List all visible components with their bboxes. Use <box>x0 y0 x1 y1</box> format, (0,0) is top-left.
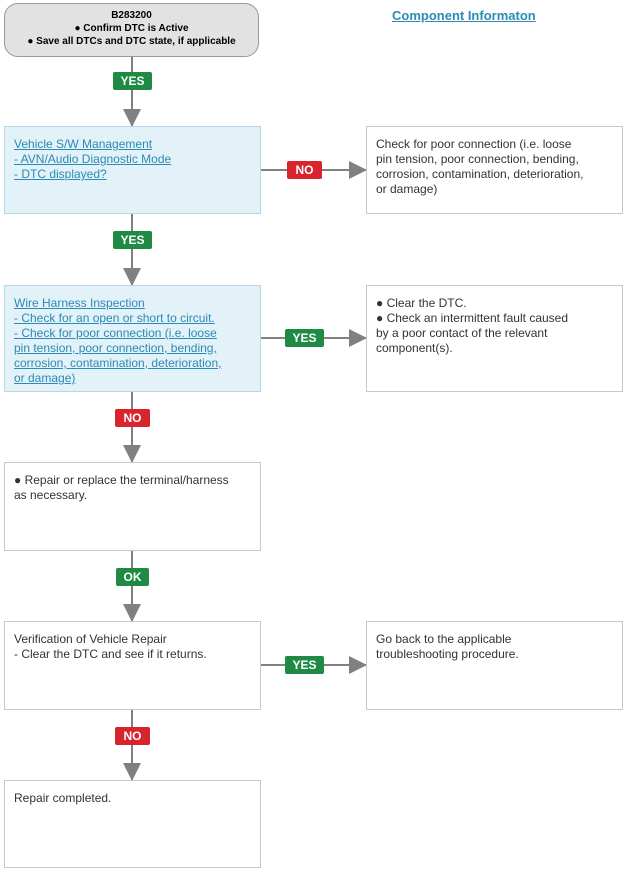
yes-badge: YES <box>113 231 152 249</box>
wire-harness-inspection-box <box>4 285 261 392</box>
start-line: ● Confirm DTC is Active <box>74 23 189 34</box>
wire-harness-line-link[interactable]: corrosion, contamination, deterioration, <box>14 356 222 370</box>
box-text-line: Verification of Vehicle Repair <box>14 632 167 646</box>
dtc-displayed-link[interactable]: - DTC displayed? <box>14 167 107 181</box>
ok-badge: OK <box>116 568 149 586</box>
repair-replace-box <box>4 462 261 551</box>
yes-badge: YES <box>285 329 324 347</box>
wire-harness-inspection-link[interactable]: Wire Harness Inspection <box>14 296 145 310</box>
repair-completed-box <box>4 780 261 868</box>
box-text-line: - Clear the DTC and see if it returns. <box>14 647 207 661</box>
avn-audio-diagnostic-link[interactable]: - AVN/Audio Diagnostic Mode <box>14 152 172 166</box>
no-badge: NO <box>287 161 322 179</box>
go-back-box <box>366 621 623 710</box>
yes-badge: YES <box>285 656 324 674</box>
box-text-line: ● Check an intermittent fault caused <box>376 311 569 325</box>
box-text-line: Repair completed. <box>14 791 112 805</box>
no-badge: NO <box>115 409 150 427</box>
box-text-line: Check for poor connection (i.e. loose <box>376 137 572 151</box>
box-text-line: pin tension, poor connection, bending, <box>376 152 579 166</box>
box-text-line: component(s). <box>376 341 453 355</box>
verification-box <box>4 621 261 710</box>
box-text-line: ● Clear the DTC. <box>376 296 467 310</box>
box-text-line: as necessary. <box>14 488 88 502</box>
clear-dtc-box <box>366 285 623 392</box>
box-text-line: troubleshooting procedure. <box>376 647 519 661</box>
box-text-line: by a poor contact of the relevant <box>376 326 548 340</box>
no-badge: NO <box>115 727 150 745</box>
vehicle-sw-management-link[interactable]: Vehicle S/W Management <box>14 137 153 151</box>
vehicle-sw-management-box <box>4 126 261 214</box>
box-text-line: ● Repair or replace the terminal/harness <box>14 473 229 487</box>
wire-harness-line-link[interactable]: pin tension, poor connection, bending, <box>14 341 217 355</box>
start-line: ● Save all DTCs and DTC state, if applicable <box>27 36 236 47</box>
component-information-link[interactable]: Component Informaton <box>392 8 536 23</box>
dtc-code: B283200 <box>111 10 152 21</box>
check-poor-connection-box <box>366 126 623 214</box>
start-node <box>4 3 259 57</box>
box-text-line: corrosion, contamination, deterioration, <box>376 167 584 181</box>
box-text-line: Go back to the applicable <box>376 632 512 646</box>
box-text-line: or damage) <box>376 182 438 196</box>
yes-badge: YES <box>113 72 152 90</box>
wire-harness-line-link[interactable]: - Check for poor connection (i.e. loose <box>14 326 217 340</box>
wire-harness-line-link[interactable]: or damage) <box>14 371 76 385</box>
wire-harness-line-link[interactable]: - Check for an open or short to circuit. <box>14 311 215 325</box>
